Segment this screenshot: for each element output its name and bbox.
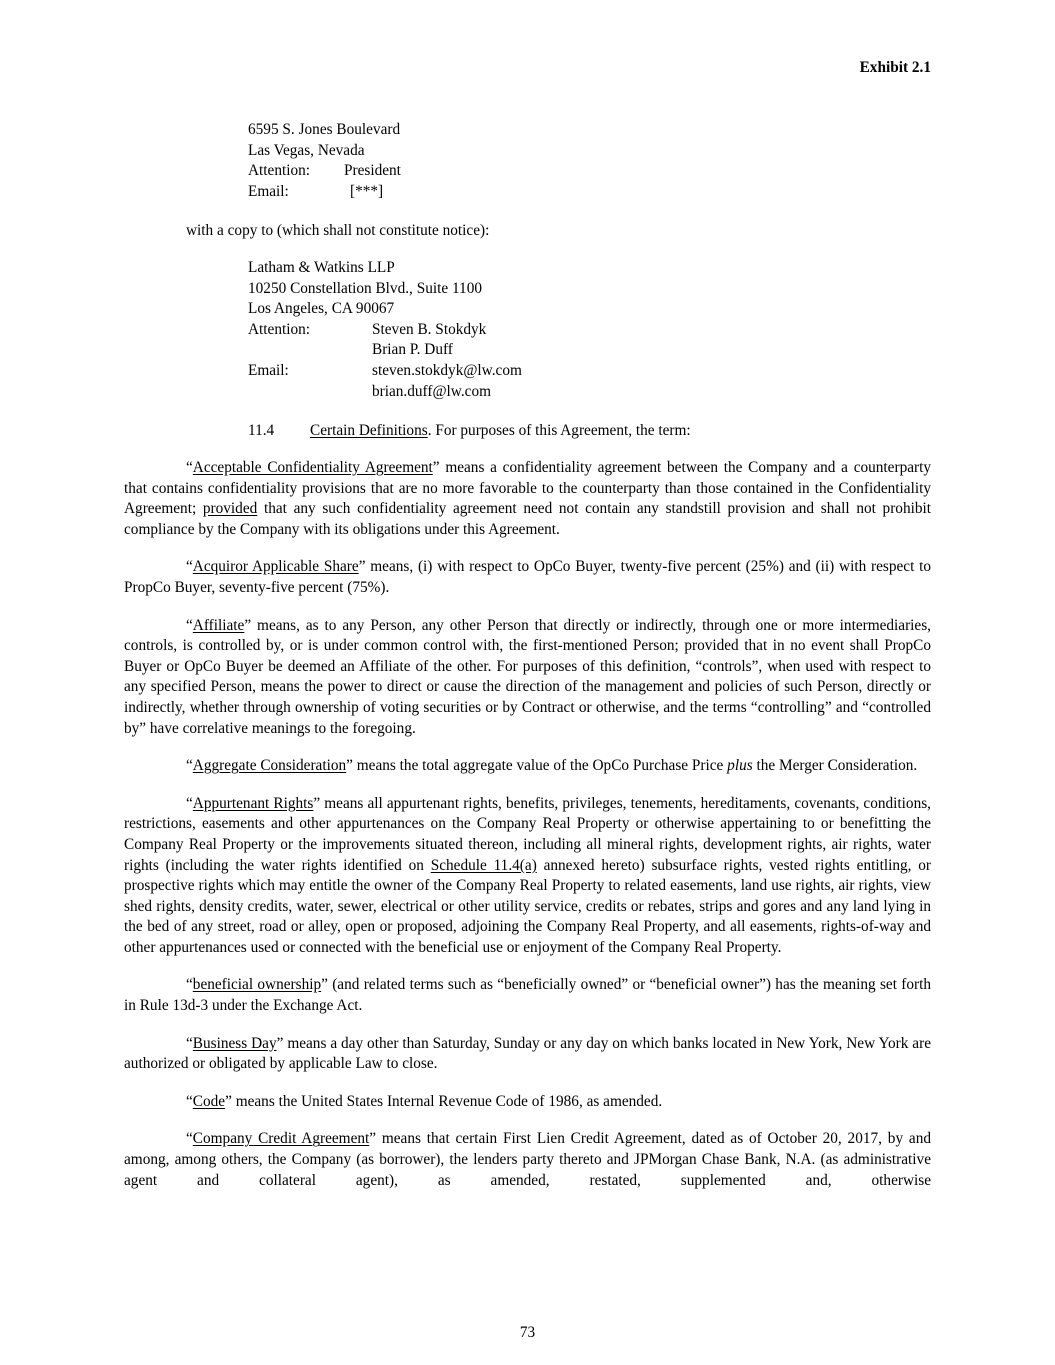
email-label: Email: (248, 182, 289, 200)
counsel-attention-row-2 (248, 340, 522, 361)
definition-appurtenant-rights: “Appurtenant Rights” means all appurtenant rights, benefits, privileges, tenements, hereditaments, covenants, conditions, restrictions, easements and other appurtenances on the Company Real Property or otherwise appertaining to or benefitting the Company Real Property or the improvements situated thereon, including all mineral rights, development rights, air rights, water rights (including the water rights identified on Schedule 11.4(a) annexed hereto) subsurface rights, vested rights entitling, or prospective rights which may entitle the owner of the Company Real Property to related easements, land use rights, air rights, view shed rights, density credits, water, sewer, electrical or other utility service, credits or rebates, strips and gores and any land lying in the bed of any street, road or alley, open or proposed, adjoining the Company Real Property, and all easements, rights-of-way and other appurtenances used or connected with the beneficial use or enjoyment of the Company Real Property. (124, 794, 932, 956)
section-intro: . For purposes of this Agreement, the term: (427, 422, 691, 439)
definitions-list (124, 458, 931, 1208)
counsel-address-block (248, 258, 522, 402)
email-row (248, 182, 401, 203)
address-street: 6595 S. Jones Boulevard (248, 121, 401, 138)
definition-acquiror-applicable-share: “Acquiror Applicable Share” means, (i) with respect to OpCo Buyer, twenty-five percent (25%) and (ii) with respect to PropCo Buyer, seventy-five percent (75%). (124, 558, 931, 596)
section-heading (248, 421, 691, 442)
definition-term: Code (192, 1092, 226, 1110)
attention-row (248, 161, 401, 182)
company-address-block (248, 120, 401, 202)
definition-term: Appurtenant Rights (192, 794, 314, 812)
definition-business-day: “Business Day” means a day other than Saturday, Sunday or any day on which banks located in New York, New York are authorized or obligated by applicable Law to close. (124, 1034, 931, 1073)
section-number: 11.4 (248, 422, 275, 439)
definition-acceptable-confidentiality-agreement: “Acceptable Confidentiality Agreement” means a confidentiality agreement between the Company and a counterparty that contains confidentiality provisions that are no more favorable to the counterparty than those contained in the Confidentiality Agreement; provided that any such confidentiality agreement need not contain any standstill provision and shall not prohibit compliance by the Company with its obligations under this Agreement. (124, 459, 931, 538)
definition-term: Affiliate (192, 616, 245, 634)
counsel-city: Los Angeles, CA 90067 (248, 300, 395, 318)
definition-term: Acquiror Applicable Share (192, 558, 359, 576)
definition-company-credit-agreement: “Company Credit Agreement” means that certain First Lien Credit Agreement, dated as of October 20, 2017, by and among, among others, the Company (as borrower), the lenders party thereto and JPMorgan Chase Bank, N.A. (as administrative agent and collateral agent), as amended, restated, supplemented and, otherwise (124, 1130, 931, 1189)
attention-label: Attention: (248, 162, 311, 180)
definition-term: Company Credit Agreement (192, 1130, 370, 1148)
provided-term: provided (202, 500, 258, 518)
counsel-attention-name-2: Brian P. Duff (372, 341, 453, 359)
plus-word: plus (727, 757, 753, 775)
counsel-firm: Latham & Watkins LLP (248, 259, 395, 276)
counsel-email-row-2 (248, 382, 522, 403)
definition-term: Business Day (192, 1034, 277, 1052)
page-number: 73 (519, 1324, 536, 1341)
section-title: Certain Definitions (310, 422, 428, 439)
definition-term: beneficial ownership (192, 976, 322, 994)
address-city: Las Vegas, Nevada (248, 141, 365, 159)
definition-aggregate-consideration: “Aggregate Consideration” means the total aggregate value of the OpCo Purchase Price plus the Merger Consideration. (186, 757, 918, 775)
definition-affiliate: “Affiliate” means, as to any Person, any other Person that directly or indirectly, through one or more intermediaries, controls, is controlled by, or is under common control with, the first-mentioned Person; provided that in no event shall PropCo Buyer or OpCo Buyer be deemed an Affiliate of the other. For purposes of this definition, “controls”, when used with respect to any specified Person, means the power to direct or cause the direction of the management and policies of such Person, directly or indirectly, whether through ownership of voting securities or by Contract or otherwise, and the terms “controlling” and “controlled by” have correlative meanings to the foregoing. (124, 616, 931, 737)
attention-value: President (344, 162, 401, 180)
counsel-attention-name-1: Steven B. Stokdyk (372, 320, 487, 338)
definition-beneficial-ownership: “beneficial ownership” (and related terms such as “beneficially owned” or “beneficial owner”) has the meaning set forth in Rule 13d-3 under the Exchange Act. (124, 976, 931, 1015)
counsel-email-label: Email: (248, 361, 289, 379)
counsel-email-row (248, 361, 522, 382)
definition-code: “Code” means the United States Internal Revenue Code of 1986, as amended. (186, 1092, 663, 1110)
counsel-email-1: steven.stokdyk@lw.com (372, 361, 522, 379)
definition-term: Acceptable Confidentiality Agreement (192, 459, 433, 476)
exhibit-label: Exhibit 2.1 (859, 59, 931, 76)
email-value: [***] (350, 182, 384, 200)
copy-to-text: with a copy to (which shall not constitute notice): (186, 222, 490, 239)
counsel-attention-label: Attention: (248, 320, 311, 338)
definition-term: Aggregate Consideration (192, 757, 347, 775)
counsel-street: 10250 Constellation Blvd., Suite 1100 (248, 279, 482, 297)
counsel-attention-row (248, 320, 522, 341)
counsel-email-2: brian.duff@lw.com (372, 382, 492, 400)
schedule-reference: Schedule 11.4(a) (430, 856, 537, 874)
